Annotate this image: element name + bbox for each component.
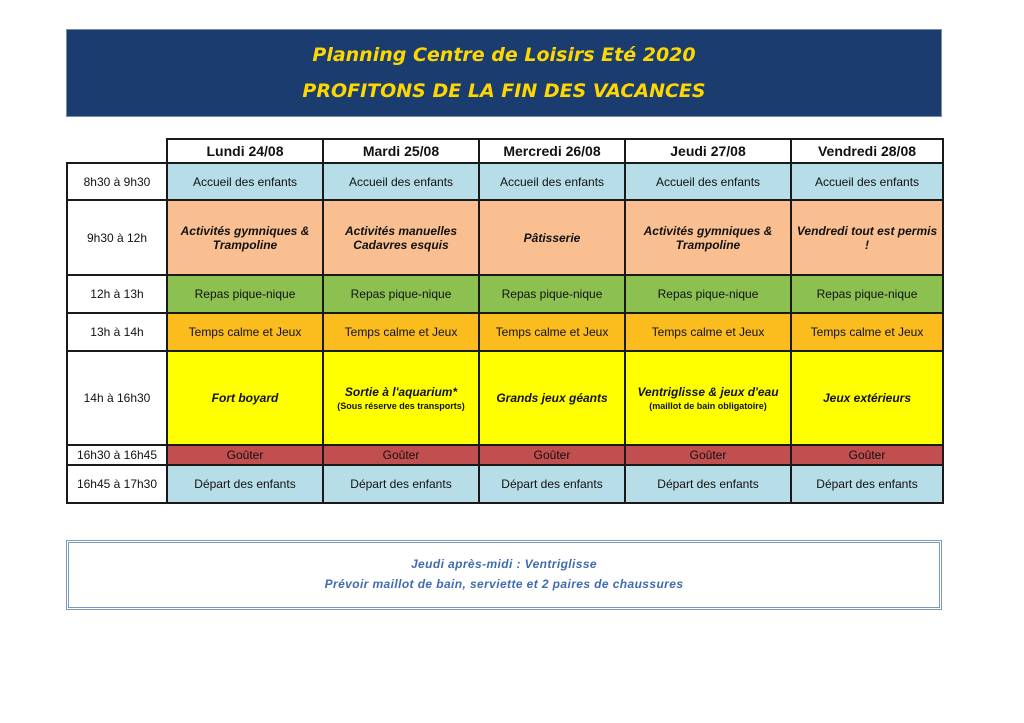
activity-cell: Repas pique-nique bbox=[323, 275, 479, 313]
activity-note: (maillot de bain obligatoire) bbox=[649, 401, 767, 411]
activity-cell: Temps calme et Jeux bbox=[625, 313, 791, 351]
activity-cell: Temps calme et Jeux bbox=[791, 313, 943, 351]
activity-cell: Repas pique-nique bbox=[479, 275, 625, 313]
activity-cell bbox=[323, 351, 479, 445]
day-header-tuesday: Mardi 25/08 bbox=[323, 139, 479, 163]
day-header-thursday: Jeudi 27/08 bbox=[625, 139, 791, 163]
info-line-ventriglisse: Jeudi après-midi : Ventriglisse bbox=[410, 557, 597, 571]
activity-label: Ventriglisse & jeux d'eau bbox=[637, 385, 779, 399]
activity-cell: Accueil des enfants bbox=[479, 163, 625, 200]
time-slot: 16h30 à 16h45 bbox=[67, 445, 167, 465]
activity-cell: Accueil des enfants bbox=[791, 163, 943, 200]
table-row bbox=[67, 275, 943, 313]
activity-cell: Accueil des enfants bbox=[323, 163, 479, 200]
activity-label: Jeux extérieurs bbox=[822, 391, 912, 405]
activity-note: (Sous réserve des transports) bbox=[337, 401, 465, 411]
activity-cell: Départ des enfants bbox=[323, 465, 479, 503]
activity-cell bbox=[625, 351, 791, 445]
time-slot: 13h à 14h bbox=[67, 313, 167, 351]
activity-cell: Pâtisserie bbox=[479, 200, 625, 275]
corner-cell bbox=[67, 139, 167, 163]
day-header-friday: Vendredi 28/08 bbox=[791, 139, 943, 163]
activity-cell: Repas pique-nique bbox=[791, 275, 943, 313]
time-slot: 9h30 à 12h bbox=[67, 200, 167, 275]
activity-label: Sortie à l'aquarium* bbox=[344, 385, 458, 399]
activity-cell: Goûter bbox=[323, 445, 479, 465]
activity-cell: Repas pique-nique bbox=[625, 275, 791, 313]
activity-cell: Activités manuelles Cadavres esquis bbox=[323, 200, 479, 275]
activity-label: Grands jeux géants bbox=[496, 391, 608, 405]
activity-cell: Départ des enfants bbox=[479, 465, 625, 503]
activity-cell: Accueil des enfants bbox=[625, 163, 791, 200]
activity-label: Fort boyard bbox=[211, 391, 279, 405]
table-row bbox=[67, 445, 943, 465]
schedule-table bbox=[66, 138, 944, 504]
time-slot: 14h à 16h30 bbox=[67, 351, 167, 445]
table-row bbox=[67, 163, 943, 200]
activity-cell bbox=[167, 351, 323, 445]
table-row bbox=[67, 200, 943, 275]
time-slot: 16h45 à 17h30 bbox=[67, 465, 167, 503]
activity-cell: Goûter bbox=[479, 445, 625, 465]
activity-cell: Repas pique-nique bbox=[167, 275, 323, 313]
activity-cell bbox=[791, 351, 943, 445]
table-row bbox=[67, 351, 943, 445]
activity-cell: Goûter bbox=[167, 445, 323, 465]
activity-cell: Accueil des enfants bbox=[167, 163, 323, 200]
info-line-equipment: Prévoir maillot de bain, serviette et 2 paires de chaussures bbox=[324, 577, 684, 591]
table-row bbox=[67, 465, 943, 503]
time-slot: 12h à 13h bbox=[67, 275, 167, 313]
activity-cell bbox=[479, 351, 625, 445]
time-slot: 8h30 à 9h30 bbox=[67, 163, 167, 200]
page-header bbox=[66, 29, 942, 117]
activity-cell: Départ des enfants bbox=[625, 465, 791, 503]
activity-cell: Départ des enfants bbox=[791, 465, 943, 503]
activity-cell: Activités gymniques & Trampoline bbox=[167, 200, 323, 275]
activity-cell: Vendredi tout est permis ! bbox=[791, 200, 943, 275]
activity-cell: Activités gymniques & Trampoline bbox=[625, 200, 791, 275]
activity-cell: Goûter bbox=[625, 445, 791, 465]
activity-cell: Temps calme et Jeux bbox=[167, 313, 323, 351]
day-header-monday: Lundi 24/08 bbox=[167, 139, 323, 163]
table-row bbox=[67, 313, 943, 351]
activity-cell: Temps calme et Jeux bbox=[479, 313, 625, 351]
activity-cell: Temps calme et Jeux bbox=[323, 313, 479, 351]
info-box bbox=[66, 540, 942, 610]
activity-cell: Goûter bbox=[791, 445, 943, 465]
page-title: Planning Centre de Loisirs Eté 2020 bbox=[312, 44, 696, 66]
activity-cell: Départ des enfants bbox=[167, 465, 323, 503]
page-subtitle: PROFITONS DE LA FIN DES VACANCES bbox=[302, 80, 706, 102]
day-header-wednesday: Mercredi 26/08 bbox=[479, 139, 625, 163]
schedule-header-row bbox=[67, 139, 943, 163]
